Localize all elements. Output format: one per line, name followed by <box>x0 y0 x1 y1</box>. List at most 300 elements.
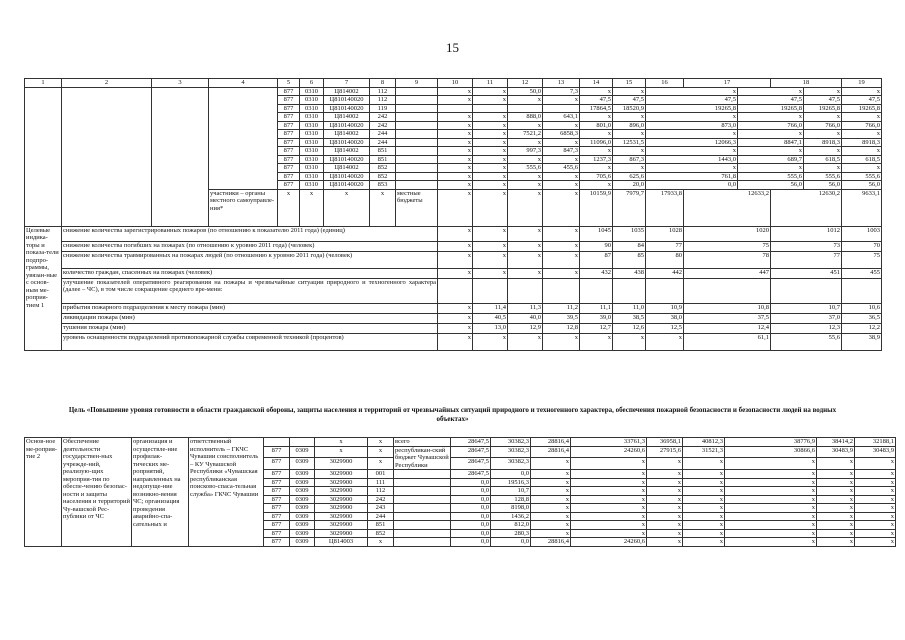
column-number: 18 <box>771 79 842 88</box>
value-cell: 689,7 <box>738 155 804 164</box>
code-cell: Ц810140020 <box>324 104 370 113</box>
code-cell: Ц814002 <box>324 113 370 122</box>
code-cell: 0309 <box>290 521 315 530</box>
value-cell: 85 <box>613 251 646 268</box>
value-cell: 447 <box>684 268 771 278</box>
value-cell: 801,0 <box>580 121 613 130</box>
budget-row <box>25 87 882 96</box>
value-cell: x <box>613 147 646 156</box>
value-cell: x <box>683 487 725 496</box>
code-cell: 877 <box>264 538 290 547</box>
code-cell: 877 <box>264 487 290 496</box>
value-cell: 40812,3 <box>683 438 725 447</box>
value-cell: 1035 <box>613 226 646 241</box>
code-cell: Ц810140020 <box>324 172 370 181</box>
value-cell: 1020 <box>684 226 771 241</box>
code-cell: 877 <box>278 130 300 139</box>
value-cell: x <box>647 504 683 513</box>
value-cell: x <box>473 189 508 226</box>
value-cell: 19265,8 <box>842 104 882 113</box>
code-cell: 0309 <box>290 495 315 504</box>
value-cell: 31521,3 <box>683 446 725 458</box>
value-cell: 30866,6 <box>725 446 817 458</box>
value-cell: x <box>580 147 613 156</box>
source-cell <box>394 521 451 530</box>
value-cell: 40,0 <box>508 313 543 323</box>
value-cell: x <box>817 504 855 513</box>
value-cell: 75 <box>842 251 882 268</box>
value-cell: x <box>725 521 817 530</box>
column-number: 5 <box>278 79 300 88</box>
column-number: 3 <box>152 79 209 88</box>
value-cell: 38,0 <box>646 313 684 323</box>
value-cell: x <box>508 333 543 350</box>
value-cell: x <box>543 172 580 181</box>
value-cell: 10,9 <box>646 303 684 313</box>
value-cell: x <box>543 96 580 105</box>
value-cell: x <box>508 268 543 278</box>
value-cell: 766,0 <box>842 121 882 130</box>
value-cell: x <box>438 147 473 156</box>
code-cell: 877 <box>264 458 290 470</box>
source-cell <box>394 495 451 504</box>
code-cell: 242 <box>368 495 394 504</box>
activity-col2: Обеспечение деятельности государствен-ных учрежде-ний, реализую-щих мероприя-тия по обеспе-чению безопас-ности и защиты населения и территорий Чу-вашской Рес-публики от ЧС <box>62 438 132 547</box>
value-cell: 28647,5 <box>451 458 491 470</box>
value-cell: x <box>438 155 473 164</box>
value-cell: 847,3 <box>543 147 580 156</box>
value-cell: 61,1 <box>684 333 771 350</box>
code-cell: 877 <box>278 181 300 190</box>
code-cell: 0309 <box>290 512 315 521</box>
value-cell: x <box>438 241 473 251</box>
value-cell: x <box>473 226 508 241</box>
activity-col4: ответственный исполнитель – ГКЧС Чувашии соисполнитель – КУ Чувашской Республики «Чувашская республиканская поисково-спаса-тельная служба» ГКЧС Чувашии <box>189 438 264 547</box>
value-cell: 1012 <box>771 226 842 241</box>
value-cell: 19516,3 <box>491 478 531 487</box>
value-cell: x <box>647 495 683 504</box>
code-cell: 244 <box>370 138 396 147</box>
column-number: 4 <box>209 79 278 88</box>
column-number: 15 <box>613 79 646 88</box>
value-cell: 55,6 <box>771 333 842 350</box>
value-cell: 38776,9 <box>725 438 817 447</box>
code-cell: 877 <box>264 446 290 458</box>
value-cell: x <box>738 87 804 96</box>
value-cell: 766,0 <box>738 121 804 130</box>
value-cell: 27915,6 <box>647 446 683 458</box>
value-cell: 12531,5 <box>613 138 646 147</box>
code-cell: 244 <box>370 130 396 139</box>
value-cell: x <box>531 521 571 530</box>
value-cell: x <box>580 87 613 96</box>
code-cell: 0310 <box>300 104 324 113</box>
value-cell: x <box>647 538 683 547</box>
code-cell: 0309 <box>290 478 315 487</box>
value-cell: x <box>543 181 580 190</box>
value-cell: x <box>613 87 646 96</box>
value-cell <box>438 278 473 303</box>
code-cell: 112 <box>370 87 396 96</box>
code-cell: 852 <box>368 529 394 538</box>
value-cell: 10,8 <box>684 303 771 313</box>
value-cell: 705,6 <box>580 172 613 181</box>
value-cell: 17933,8 <box>646 189 684 226</box>
source-cell <box>396 104 438 113</box>
code-cell: 0310 <box>300 96 324 105</box>
value-cell: x <box>738 147 804 156</box>
value-cell: 1028 <box>646 226 684 241</box>
value-cell: 625,6 <box>613 172 646 181</box>
header-row <box>25 79 882 88</box>
code-cell: 0310 <box>300 172 324 181</box>
code-cell: 244 <box>368 512 394 521</box>
value-cell: x <box>817 529 855 538</box>
column-number: 16 <box>646 79 684 88</box>
code-cell: 001 <box>368 470 394 479</box>
value-cell: x <box>438 251 473 268</box>
value-cell: x <box>580 333 613 350</box>
code-cell: Ц810140020 <box>324 96 370 105</box>
value-cell: x <box>438 189 473 226</box>
value-cell: 11,0 <box>613 303 646 313</box>
code-cell: x <box>324 189 370 226</box>
value-cell: 7979,7 <box>613 189 646 226</box>
value-cell: x <box>804 113 842 122</box>
value-cell: 455,6 <box>543 164 580 173</box>
column-number: 2 <box>62 79 152 88</box>
source-cell: всего <box>394 438 451 447</box>
value-cell: 17864,5 <box>580 104 613 113</box>
value-cell: 30382,3 <box>491 446 531 458</box>
indicator-row <box>25 241 882 251</box>
value-cell: x <box>855 495 896 504</box>
value-cell: x <box>438 87 473 96</box>
code-cell: 877 <box>278 164 300 173</box>
code-cell: x <box>300 189 324 226</box>
value-cell: 12,7 <box>580 323 613 333</box>
value-cell: 47,5 <box>646 96 738 105</box>
value-cell: 11096,0 <box>580 138 613 147</box>
value-cell: 12633,2 <box>684 189 771 226</box>
code-cell: Ц810140020 <box>324 138 370 147</box>
value-cell: 12,2 <box>842 323 882 333</box>
indicator-text: уровень оснащенности подразделений противопожарной службы современной техникой (процентов) <box>62 333 438 350</box>
value-cell: 24260,6 <box>571 538 647 547</box>
source-cell: местные бюджеты <box>396 189 438 226</box>
value-cell: x <box>508 251 543 268</box>
column-number: 7 <box>324 79 370 88</box>
value-cell: 8918,3 <box>842 138 882 147</box>
value-cell: x <box>473 121 508 130</box>
code-cell: 0309 <box>290 470 315 479</box>
value-cell: 84 <box>613 241 646 251</box>
value-cell: x <box>855 470 896 479</box>
value-cell: x <box>804 164 842 173</box>
column-number: 1 <box>25 79 62 88</box>
value-cell: x <box>842 147 882 156</box>
value-cell: 30483,9 <box>817 446 855 458</box>
value-cell: 78 <box>684 251 771 268</box>
value-cell: x <box>855 512 896 521</box>
indicator-text: ликвидации пожара (мин) <box>62 313 438 323</box>
value-cell: 12,4 <box>684 323 771 333</box>
value-cell <box>613 278 646 303</box>
value-cell: x <box>683 512 725 521</box>
value-cell: x <box>473 181 508 190</box>
value-cell: 8918,3 <box>804 138 842 147</box>
value-cell: 6858,3 <box>543 130 580 139</box>
value-cell: x <box>473 113 508 122</box>
code-cell: 877 <box>278 113 300 122</box>
value-cell: x <box>842 130 882 139</box>
source-cell <box>394 487 451 496</box>
value-cell: 47,5 <box>804 96 842 105</box>
value-cell: x <box>817 470 855 479</box>
code-cell: Ц814002 <box>324 164 370 173</box>
column-number: 19 <box>842 79 882 88</box>
value-cell: 56,0 <box>738 181 804 190</box>
value-cell: x <box>817 521 855 530</box>
indicator-text: снижение количества травмированных на пожарах людей (по отношению к уровню 2011 года) (человек) <box>62 251 438 268</box>
value-cell: x <box>473 96 508 105</box>
value-cell: x <box>508 96 543 105</box>
value-cell: x <box>473 130 508 139</box>
source-cell <box>394 538 451 547</box>
value-cell: x <box>438 313 473 323</box>
code-cell: x <box>368 438 394 447</box>
value-cell: x <box>508 189 543 226</box>
source-cell <box>396 138 438 147</box>
value-cell: 997,3 <box>508 147 543 156</box>
blank-cell <box>152 87 209 226</box>
value-cell: 77 <box>646 241 684 251</box>
value-cell: x <box>543 241 580 251</box>
value-cell: 12,3 <box>771 323 842 333</box>
value-cell: x <box>543 155 580 164</box>
value-cell: 0,0 <box>451 495 491 504</box>
source-cell <box>396 155 438 164</box>
value-cell: 555,6 <box>804 172 842 181</box>
value-cell: x <box>738 130 804 139</box>
value-cell: x <box>817 512 855 521</box>
activity-col1: Основ-ное ме-роприя-тие 2 <box>25 438 62 547</box>
value-cell: 40,5 <box>473 313 508 323</box>
value-cell: x <box>571 495 647 504</box>
value-cell: x <box>725 504 817 513</box>
value-cell: 12066,3 <box>646 138 738 147</box>
code-cell: Ц814002 <box>324 130 370 139</box>
value-cell: 0,0 <box>491 538 531 547</box>
value-cell: 28647,5 <box>451 438 491 447</box>
code-cell: 119 <box>370 104 396 113</box>
value-cell: x <box>543 226 580 241</box>
value-cell: 28816,4 <box>531 538 571 547</box>
code-cell: 3029900 <box>315 504 368 513</box>
value-cell: 36,5 <box>842 313 882 323</box>
source-cell <box>396 181 438 190</box>
value-cell: 867,3 <box>613 155 646 164</box>
code-cell: Ц814002 <box>324 147 370 156</box>
indicator-row <box>25 268 882 278</box>
value-cell: 0,0 <box>451 504 491 513</box>
value-cell: 37,5 <box>684 313 771 323</box>
value-cell: x <box>683 478 725 487</box>
value-cell: 618,5 <box>804 155 842 164</box>
value-cell <box>646 278 684 303</box>
value-cell: x <box>438 121 473 130</box>
value-cell: x <box>438 181 473 190</box>
value-cell: x <box>647 529 683 538</box>
value-cell: x <box>543 268 580 278</box>
value-cell: x <box>438 113 473 122</box>
value-cell: x <box>725 529 817 538</box>
value-cell: x <box>580 164 613 173</box>
source-cell <box>396 147 438 156</box>
column-number: 12 <box>508 79 543 88</box>
value-cell: x <box>647 470 683 479</box>
value-cell: x <box>531 529 571 538</box>
code-cell: x <box>278 189 300 226</box>
code-cell: 0309 <box>290 529 315 538</box>
value-cell: 50,0 <box>508 87 543 96</box>
code-cell: 0309 <box>290 538 315 547</box>
value-cell <box>543 104 580 113</box>
indicator-row <box>25 333 882 350</box>
code-cell: x <box>370 189 396 226</box>
value-cell: x <box>438 333 473 350</box>
value-cell: 47,5 <box>613 96 646 105</box>
indicator-row <box>25 226 882 241</box>
value-cell: 888,0 <box>508 113 543 122</box>
code-cell: 0310 <box>300 121 324 130</box>
value-cell: x <box>508 241 543 251</box>
budget-table <box>24 78 882 351</box>
value-cell: 10159,9 <box>580 189 613 226</box>
value-cell: x <box>738 164 804 173</box>
value-cell: x <box>817 487 855 496</box>
value-cell: x <box>683 538 725 547</box>
value-cell: 24260,6 <box>571 446 647 458</box>
code-cell: 3029900 <box>315 458 368 470</box>
value-cell: x <box>473 164 508 173</box>
indicators-label: Целевые индика-торы и показа-тели подпро-граммы, увязан-ные с основ-ным ме-роприя-тием 1 <box>25 226 62 350</box>
source-cell <box>394 529 451 538</box>
column-number: 9 <box>396 79 438 88</box>
value-cell: x <box>647 478 683 487</box>
value-cell: x <box>438 164 473 173</box>
value-cell: x <box>683 521 725 530</box>
value-cell: 39,5 <box>543 313 580 323</box>
indicator-text: количество граждан, спасенных на пожарах (человек) <box>62 268 438 278</box>
code-cell: 877 <box>278 87 300 96</box>
value-cell: x <box>817 458 855 470</box>
code-cell: x <box>315 446 368 458</box>
value-cell: 0,0 <box>451 512 491 521</box>
value-cell: x <box>842 164 882 173</box>
value-cell: 280,3 <box>491 529 531 538</box>
value-cell: 19265,8 <box>738 104 804 113</box>
indicator-row <box>25 323 882 333</box>
value-cell: x <box>804 87 842 96</box>
value-cell: 56,0 <box>804 181 842 190</box>
indicator-text: снижение количества зарегистрированных пожаров (по отношению к показателю 2011 года) (единиц) <box>62 226 438 241</box>
value-cell: x <box>855 458 896 470</box>
value-cell: 1237,3 <box>580 155 613 164</box>
value-cell: 20,0 <box>613 181 646 190</box>
value-cell: 7,3 <box>543 87 580 96</box>
value-cell: x <box>804 130 842 139</box>
value-cell: x <box>438 172 473 181</box>
blank-cell <box>209 87 278 189</box>
value-cell: x <box>647 512 683 521</box>
value-cell: 438 <box>613 268 646 278</box>
value-cell: x <box>543 251 580 268</box>
value-cell: 12,8 <box>543 323 580 333</box>
value-cell: x <box>473 138 508 147</box>
value-cell: x <box>473 155 508 164</box>
value-cell: x <box>855 521 896 530</box>
activity-col3: организация и осуществле-ние профилак-тических ме-роприятий, направленных на недопуще-ние возникно-вения ЧС; организация проведения аварийно-спа-сательных и <box>132 438 189 547</box>
value-cell: x <box>683 529 725 538</box>
code-cell: 0310 <box>300 164 324 173</box>
code-cell: 851 <box>370 155 396 164</box>
value-cell: x <box>543 189 580 226</box>
value-cell: 47,5 <box>580 96 613 105</box>
value-cell: 555,6 <box>508 164 543 173</box>
value-cell: 12,9 <box>508 323 543 333</box>
code-cell: 877 <box>264 470 290 479</box>
value-cell: 77 <box>771 251 842 268</box>
value-cell: 18520,9 <box>613 104 646 113</box>
value-cell: x <box>473 268 508 278</box>
value-cell: 1003 <box>842 226 882 241</box>
value-cell: x <box>531 495 571 504</box>
value-cell: 38,9 <box>842 333 882 350</box>
value-cell: 555,6 <box>738 172 804 181</box>
value-cell: 10,7 <box>491 487 531 496</box>
code-cell: 0309 <box>290 446 315 458</box>
value-cell: 0,0 <box>646 181 738 190</box>
source-cell <box>396 121 438 130</box>
value-cell: x <box>508 172 543 181</box>
value-cell: x <box>508 121 543 130</box>
column-number: 6 <box>300 79 324 88</box>
value-cell: x <box>571 487 647 496</box>
code-cell: Ц810140020 <box>324 181 370 190</box>
value-cell: x <box>571 512 647 521</box>
blank-cell <box>25 87 62 226</box>
goal-heading: Цель «Повышение уровня готовности в области гражданской обороны, защиты населения и территорий от чрезвычайных ситуаций природного и техногенного характера, обеспечения пожарной безопасности и безопасности людей на водных объектах» <box>68 406 837 423</box>
value-cell: 12630,2 <box>771 189 842 226</box>
value-cell: x <box>817 495 855 504</box>
value-cell: x <box>438 130 473 139</box>
indicator-row <box>25 278 882 303</box>
value-cell: x <box>683 458 725 470</box>
value-cell: 10,6 <box>842 303 882 313</box>
value-cell: 30382,3 <box>491 458 531 470</box>
value-cell <box>508 104 543 113</box>
code-cell: 877 <box>278 121 300 130</box>
value-cell: 11,2 <box>543 303 580 313</box>
indicator-text: улучшение показателей оперативного реагирования на пожары и чрезвычайные ситуации природного и техногенного характера (далее – ЧС), в том числе сокращение среднего вре-мени: <box>62 278 438 303</box>
code-cell: x <box>368 446 394 458</box>
code-cell: 852 <box>370 172 396 181</box>
value-cell: x <box>473 147 508 156</box>
value-cell: 10,7 <box>771 303 842 313</box>
code-cell: 0310 <box>300 181 324 190</box>
code-cell: 242 <box>370 113 396 122</box>
